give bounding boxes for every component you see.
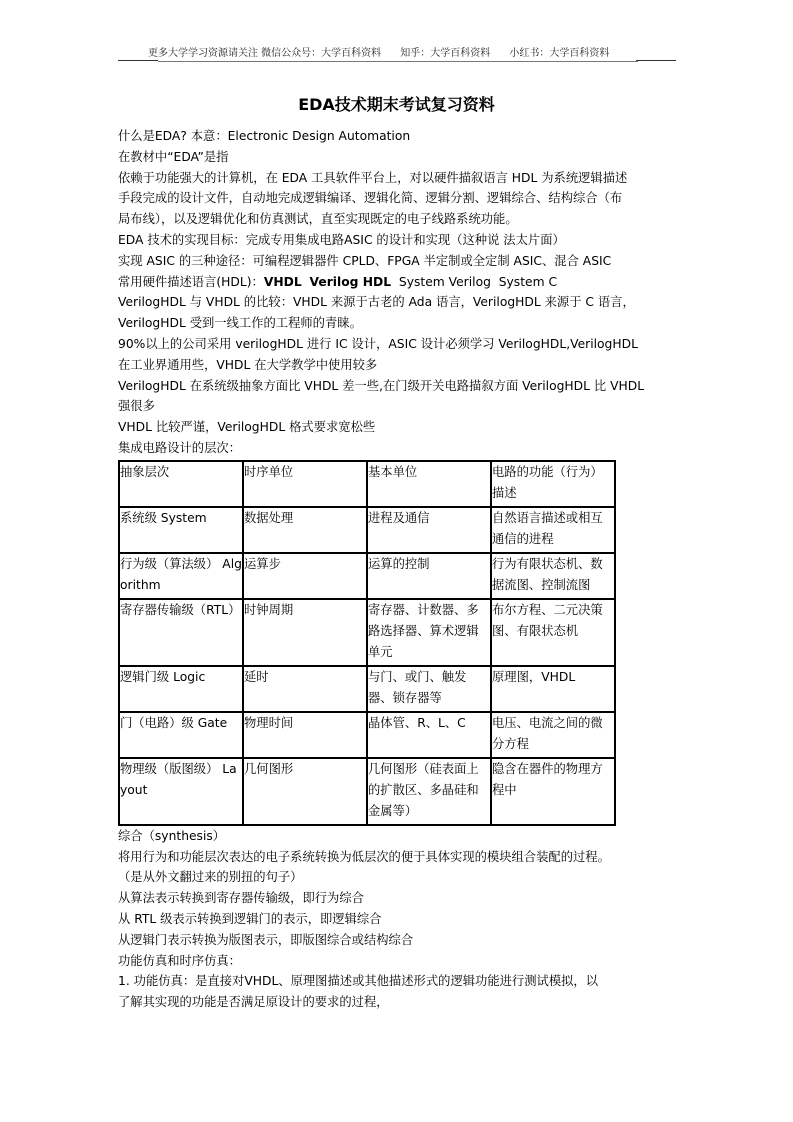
text-line: 在工业界通用些，VHDL 在大学教学中使用较多 [118,357,378,372]
document-title: EDA技术期末考试复习资料 [298,95,495,114]
table-cell: 寄存器传输级（RTL） [119,599,243,666]
text-line: 90%以上的公司采用 verilogHDL 进行 IC 设计，ASIC 设计必须学习 VerilogHDL,VerilogHDL [118,336,638,351]
column-header: 抽象层次 [119,461,243,507]
text-line: 局布线），以及逻辑优化和仿真测试，直至实现既定的电子线路系统功能。 [118,212,518,227]
header-rule [118,60,158,61]
hdl-rest: System Verilog System C [391,274,558,289]
table-cell: 行为级（算法级） Algorithm [119,553,243,599]
table-cell: 原理图，VHDL [491,666,615,712]
table-row [119,758,615,825]
table-cell: 时钟周期 [243,599,367,666]
text-line: 实现 ASIC 的三种途径：可编程逻辑器件 CPLD、FPGA 半定制或全定制 ASIC、混合 ASIC [118,253,612,268]
table-row [119,553,615,599]
table-cell: 运算步 [243,553,367,599]
table-cell: 几何图形（硅表面上的扩散区、多晶硅和金属等） [367,758,491,825]
table-row [119,507,615,553]
table-cell: 自然语言描述或相互通信的进程 [491,507,615,553]
table-cell: 门（电路）级 Gate [119,712,243,758]
text-line: 从算法表示转换到寄存器传输级，即行为综合 [118,891,364,906]
table-cell: 寄存器、计数器、多路选择器、算术逻辑单元 [367,599,491,666]
table-cell: 行为有限状态机、数据流图、控制流图 [491,553,615,599]
design-levels-table [118,460,616,826]
text-line: VerilogHDL 在系统级抽象方面比 VHDL 差一些,在门级开关电路描叙方面 VerilogHDL 比 VHDL [118,378,645,393]
text-line: 依赖于功能强大的计算机，在 EDA 工具软件平台上，对以硬件描叙语言 HDL 为系统逻辑描述 [118,170,628,185]
table-cell: 运算的控制 [367,553,491,599]
column-header: 时序单位 [243,461,367,507]
text-line: 强很多 [118,399,155,414]
table-cell: 系统级 System [119,507,243,553]
table-cell: 与门、或门、触发器、锁存器等 [367,666,491,712]
table-cell: 延时 [243,666,367,712]
table-header-row [119,461,615,507]
page-header: 更多大学学习资源请关注 微信公众号：大学百科资料 知乎：大学百科资料 小红书：大学百科资料 [148,48,610,59]
text-line: 从逻辑门表示转换为版图表示，即版图综合或结构综合 [118,932,414,947]
table-row [119,599,615,666]
text-line: （是从外文翻过来的别扭的句子） [118,870,303,885]
text-line: 将用行为和功能层次表达的电子系统转换为低层次的便于具体实现的模块组合装配的过程。 [118,849,610,864]
table-cell: 晶体管、R、L、C [367,712,491,758]
text-line: 1. 功能仿真：是直接对VHDL、原理图描述或其他描述形式的逻辑功能进行测试模拟，以 [118,974,599,989]
hdl-prefix: 常用硬件描述语言(HDL)： [118,274,264,289]
table-cell: 电压、电流之间的微分方程 [491,712,615,758]
table-cell: 数据处理 [243,507,367,553]
text-line: VHDL 比较严谨，VerilogHDL 格式要求宽松些 [118,420,376,435]
table-cell: 几何图形 [243,758,367,825]
table-row [119,666,615,712]
text-line: EDA 技术的实现目标：完成专用集成电路ASIC 的设计和实现（这种说 法太片面） [118,232,565,247]
hdl-line [118,272,678,293]
text-line: 功能仿真和时序仿真： [118,953,241,968]
document-body [118,126,678,1013]
table-cell: 进程及通信 [367,507,491,553]
text-line: 集成电路设计的层次： [118,440,241,455]
column-header: 电路的功能（行为）描述 [491,461,615,507]
hdl-verilog: Verilog HDL [309,274,392,289]
header-rule [636,60,676,61]
table-row [119,712,615,758]
text-line: 从 RTL 级表示转换到逻辑门的表示，即逻辑综合 [118,911,382,926]
text-line: 手段完成的设计文件，自动地完成逻辑编译、逻辑化简、逻辑分割、逻辑综合、结构综合（布 [118,191,623,206]
table-cell: 物理级（版图级） Layout [119,758,243,825]
text-line: 了解其实现的功能是否满足原设计的要求的过程， [118,995,389,1010]
text-line: 综合（synthesis） [118,828,226,843]
text-line: VerilogHDL 受到一线工作的工程师的青睐。 [118,316,362,331]
table-cell: 布尔方程、二元决策图、有限状态机 [491,599,615,666]
table-cell: 逻辑门级 Logic [119,666,243,712]
header-rule [158,61,638,62]
text-line: VerilogHDL 与 VHDL 的比较：VHDL 来源于古老的 Ada 语言，VerilogHDL 来源于 C 语言， [118,295,635,310]
column-header: 基本单位 [367,461,491,507]
text-line: 在教材中“EDA”是指 [118,149,229,164]
text-line: 什么是EDA? 本意：Electronic Design Automation [118,129,411,143]
table-cell: 物理时间 [243,712,367,758]
hdl-vhdl: VHDL [263,274,302,289]
table-cell: 隐含在器件的物理方程中 [491,758,615,825]
